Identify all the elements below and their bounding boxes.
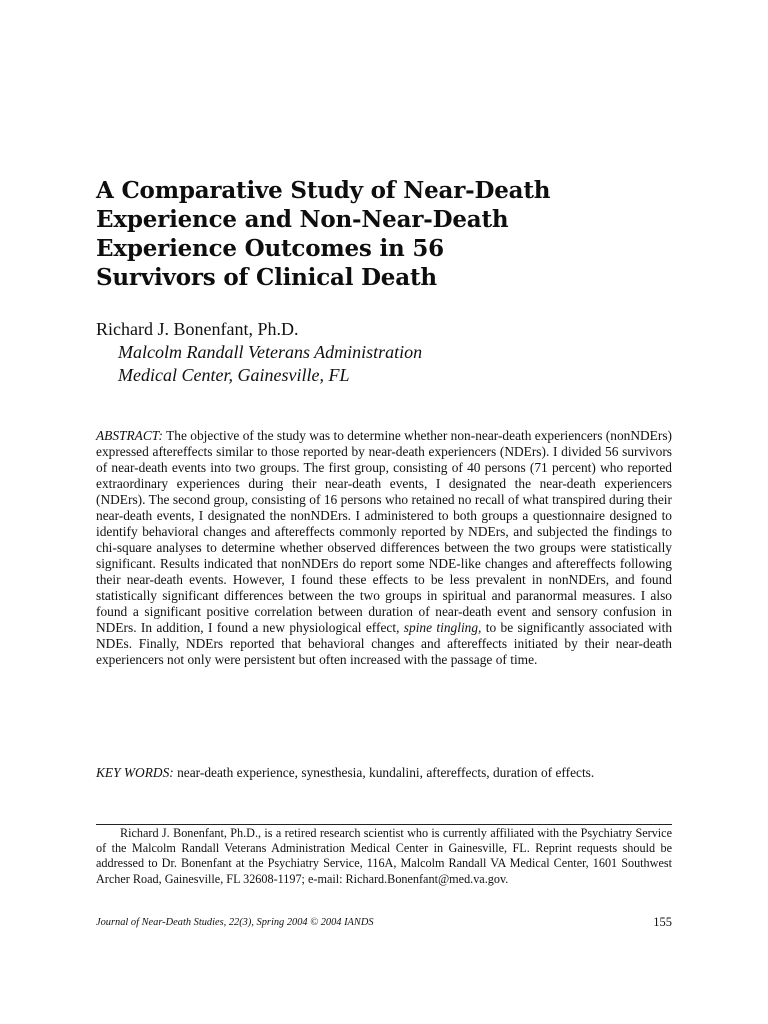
- title-line-1: A Comparative Study of Near-Death: [96, 177, 551, 204]
- affiliation-line-2: Medical Center, Gainesville, FL: [118, 365, 350, 385]
- author-affiliation: [118, 341, 422, 387]
- article-title: [96, 176, 696, 292]
- title-line-2: Experience and Non-Near-Death: [96, 206, 509, 233]
- author-footnote: Richard J. Bonenfant, Ph.D., is a retired research scientist who is currently affiliated with the Psychiatry Service of the Malcolm Randall Veterans Administration Medical Center in Gainesville, FL. Reprint requests should be addressed to Dr. Bonenfant at the Psychiatry Service, 116A, Malcolm Randall VA Medical Center, 1601 Southwest Archer Road, Gainesville, FL 32608-1197; e-mail: Richard.Bonenfant@med.va.gov.: [96, 826, 672, 886]
- page-footer: [96, 916, 672, 932]
- abstract-paragraph: [96, 428, 672, 668]
- journal-citation: Journal of Near-Death Studies, 22(3), Spring 2004 © 2004 IANDS: [96, 917, 374, 928]
- abstract-emphasis-spine-tingling: spine tingling,: [403, 620, 482, 635]
- author-name: Richard J. Bonenfant, Ph.D.: [96, 319, 299, 339]
- page-number: 155: [653, 915, 672, 929]
- abstract-label: ABSTRACT:: [96, 428, 163, 443]
- keywords-paragraph: [96, 765, 672, 781]
- keywords-label: KEY WORDS:: [96, 765, 174, 780]
- abstract-text-main: The objective of the study was to determine whether non-near-death experiencers (nonNDErs) expressed aftereffects similar to those reported by near-death experiencers (NDErs). I divided 56 survivors of near-death events into two groups. The first group, consisting of 40 persons (71 percent) who reported extraordinary experiences during their near-death events, I designated the near-death experiencers (NDErs). The second group, consisting of 16 persons who retained no recall of what transpired during their near-death events, I designated the nonNDErs. I administered to both groups a questionnaire designed to identify behavioral changes and aftereffects commonly reported by NDErs, and subjected the findings to chi-square analyses to determine whether observed differences between the two groups were statistically significant. Results indicated that nonNDErs do report some NDE-like changes and aftereffects following their near-death events. However, I found these effects to be less prevalent in nonNDErs, and found statistically significant differences between the two groups in spiritual and paranormal measures. I also found a significant positive correlation between duration of near-death event and sensory confusion in NDErs. In addition, I found a new physiological effect,: [96, 428, 672, 635]
- title-line-4: Survivors of Clinical Death: [96, 264, 437, 291]
- affiliation-line-1: Malcolm Randall Veterans Administration: [118, 342, 423, 362]
- abstract-text-end: to be significantly associated with NDEs. Finally, NDErs reported that behavioral changes and aftereffects initiated by their near-death experiencers not only were persistent but often increased with the passage of time.: [96, 620, 673, 667]
- footnote-divider: [96, 824, 672, 825]
- keywords-text: near-death experience, synesthesia, kundalini, aftereffects, duration of effects.: [173, 765, 595, 780]
- title-line-3: Experience Outcomes in 56: [96, 235, 444, 262]
